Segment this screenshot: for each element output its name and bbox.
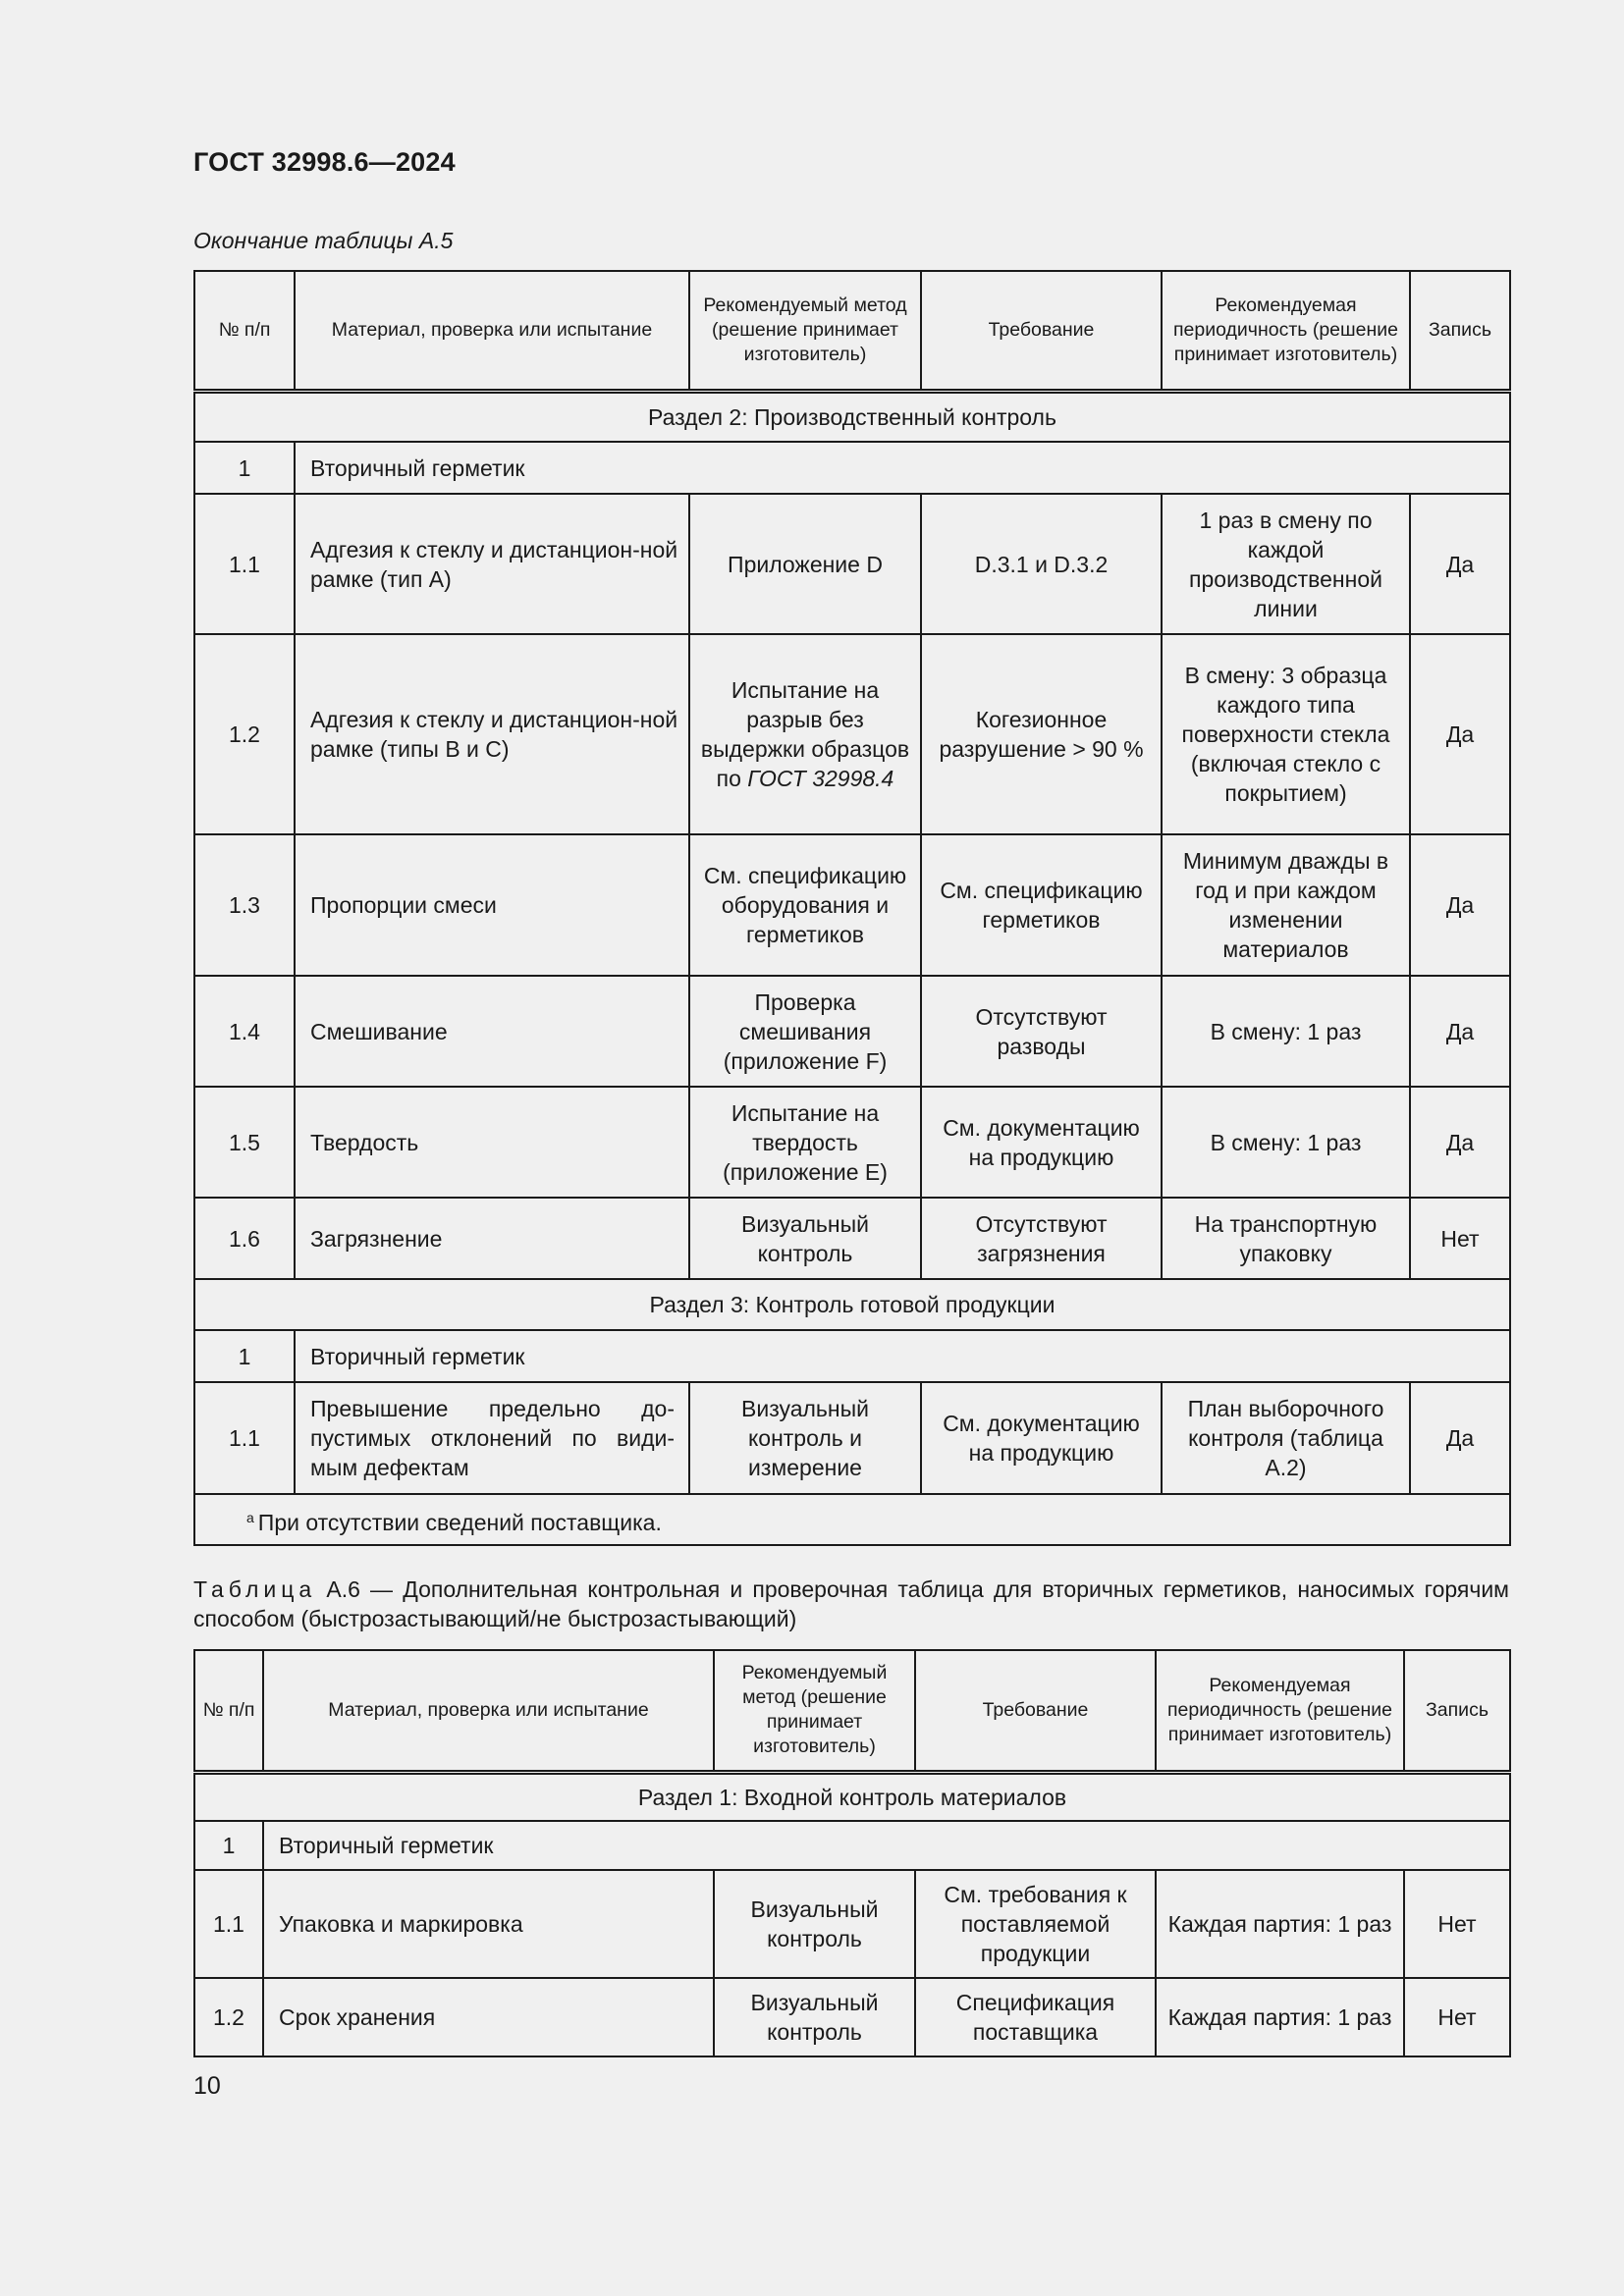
section-row: [194, 1279, 1510, 1330]
standard-reference: ГОСТ 32998.4: [747, 766, 894, 791]
cell-requirement: См. требования к поставляемой продукции: [915, 1870, 1156, 1978]
table-row: [194, 1870, 1510, 1978]
cell-record: Нет: [1404, 1978, 1510, 2056]
cell-num: 1.3: [194, 834, 295, 976]
section-title: Раздел 2: Производственный контроль: [194, 391, 1510, 442]
footnote: [194, 1494, 1510, 1545]
table-header-row: [194, 1650, 1510, 1772]
header-requirement: Требование: [921, 271, 1162, 391]
cell-requirement: Спецификация поставщика: [915, 1978, 1156, 2056]
header-record: Запись: [1404, 1650, 1510, 1772]
cell-num: 1.2: [194, 1978, 263, 2056]
table-row: [194, 1978, 1510, 2056]
cell-method: Визуальный контроль: [714, 1870, 915, 1978]
cell-num: 1.1: [194, 1870, 263, 1978]
cell-num: 1.2: [194, 634, 295, 834]
header-material: Материал, проверка или испытание: [295, 271, 689, 391]
cell-requirement: Отсутствуют разводы: [921, 976, 1162, 1087]
group-row: [194, 1330, 1510, 1382]
cell-requirement: Отсутствуют загрязнения: [921, 1198, 1162, 1279]
cell-num: 1.4: [194, 976, 295, 1087]
table-a5-caption: Окончание таблицы А.5: [193, 228, 454, 253]
cell-periodicity: Каждая партия: 1 раз: [1156, 1978, 1404, 2056]
footnote-row: [194, 1494, 1510, 1545]
cell-requirement: См. документацию на продукцию: [921, 1087, 1162, 1198]
section-row: [194, 1772, 1510, 1821]
cell-material: Твердость: [295, 1087, 689, 1198]
cell-material: Превышение предельно до-пустимых отклонений по види-мым дефектам: [295, 1382, 689, 1494]
cell-method: Испытание на твердость (приложение Е): [689, 1087, 921, 1198]
cell-method: Визуальный контроль: [714, 1978, 915, 2056]
table-a6: [193, 1649, 1511, 2057]
header-record: Запись: [1410, 271, 1510, 391]
cell-method: [689, 634, 921, 834]
cell-num: 1.1: [194, 1382, 295, 1494]
cell-record: Да: [1410, 834, 1510, 976]
cell-material: Адгезия к стеклу и дистанцион-ной рамке (типы В и С): [295, 634, 689, 834]
cell-num: 1: [194, 442, 295, 494]
cell-periodicity: В смену: 1 раз: [1162, 1087, 1410, 1198]
cell-material: Адгезия к стеклу и дистанцион-ной рамке (тип А): [295, 494, 689, 634]
table-label: Таблица: [193, 1576, 317, 1602]
table-row: [194, 634, 1510, 834]
table-row: [194, 1198, 1510, 1279]
cell-material: Смешивание: [295, 976, 689, 1087]
cell-record: Да: [1410, 634, 1510, 834]
group-row: [194, 1821, 1510, 1870]
cell-num: 1.6: [194, 1198, 295, 1279]
page-number: 10: [193, 2072, 221, 2100]
footnote-text: При отсутствии сведений поставщика.: [257, 1509, 662, 1535]
cell-periodicity: В смену: 1 раз: [1162, 976, 1410, 1087]
header-material: Материал, проверка или испытание: [263, 1650, 714, 1772]
cell-periodicity: План выборочного контроля (таблица А.2): [1162, 1382, 1410, 1494]
footnote-mark: а: [246, 1509, 254, 1525]
cell-group-name: Вторичный герметик: [295, 1330, 1510, 1382]
cell-material: Срок хранения: [263, 1978, 714, 2056]
cell-num: 1.1: [194, 494, 295, 634]
cell-material: Загрязнение: [295, 1198, 689, 1279]
cell-periodicity: На транспортную упаковку: [1162, 1198, 1410, 1279]
table-a6-caption: [193, 1575, 1509, 1633]
cell-record: Нет: [1410, 1198, 1510, 1279]
table-row: [194, 834, 1510, 976]
header-num: № п/п: [194, 1650, 263, 1772]
header-method: Рекомендуемый метод (решение принимает изготовитель): [689, 271, 921, 391]
cell-requirement: Когезионное разрушение > 90 %: [921, 634, 1162, 834]
cell-requirement: См. документацию на продукцию: [921, 1382, 1162, 1494]
cell-num: 1: [194, 1821, 263, 1870]
table-header-row: [194, 271, 1510, 391]
cell-group-name: Вторичный герметик: [295, 442, 1510, 494]
cell-record: Да: [1410, 1382, 1510, 1494]
cell-material: Пропорции смеси: [295, 834, 689, 976]
cell-material: Упаковка и маркировка: [263, 1870, 714, 1978]
cell-requirement: См. спецификацию герметиков: [921, 834, 1162, 976]
table-row: [194, 1382, 1510, 1494]
table-row: [194, 494, 1510, 634]
cell-periodicity: 1 раз в смену по каждой производственной линии: [1162, 494, 1410, 634]
cell-record: Да: [1410, 1087, 1510, 1198]
cell-periodicity: Минимум дважды в год и при каждом изменении материалов: [1162, 834, 1410, 976]
table-row: [194, 976, 1510, 1087]
cell-periodicity: В смену: 3 образца каждого типа поверхности стекла (включая стекло с покрытием): [1162, 634, 1410, 834]
header-periodicity: Рекомендуемая периодичность (решение принимает изготовитель): [1156, 1650, 1404, 1772]
cell-record: Да: [1410, 976, 1510, 1087]
document-title: ГОСТ 32998.6—2024: [193, 147, 456, 177]
section-title: Раздел 1: Входной контроль материалов: [194, 1772, 1510, 1821]
section-row: [194, 391, 1510, 442]
group-row: [194, 442, 1510, 494]
cell-group-name: Вторичный герметик: [263, 1821, 1510, 1870]
cell-requirement: D.3.1 и D.3.2: [921, 494, 1162, 634]
method-text: Испытание на разрыв без выдержки образцов по: [700, 677, 910, 791]
header-num: № п/п: [194, 271, 295, 391]
cell-method: Визуальный контроль: [689, 1198, 921, 1279]
cell-num: 1.5: [194, 1087, 295, 1198]
cell-periodicity: Каждая партия: 1 раз: [1156, 1870, 1404, 1978]
table-a5: [193, 270, 1511, 1546]
table-a6-caption-text: А.6 — Дополнительная контрольная и проверочная таблица для вторичных герметиков, наносимых горячим способом (быстрозастывающий/не быстрозастывающий): [193, 1576, 1509, 1631]
header-method: Рекомендуемый метод (решение принимает изготовитель): [714, 1650, 915, 1772]
header-requirement: Требование: [915, 1650, 1156, 1772]
cell-record: Нет: [1404, 1870, 1510, 1978]
cell-method: Визуальный контроль и измерение: [689, 1382, 921, 1494]
cell-record: Да: [1410, 494, 1510, 634]
cell-method: См. спецификацию оборудования и герметиков: [689, 834, 921, 976]
section-title: Раздел 3: Контроль готовой продукции: [194, 1279, 1510, 1330]
cell-method: Проверка смешивания (приложение F): [689, 976, 921, 1087]
cell-method: Приложение D: [689, 494, 921, 634]
cell-num: 1: [194, 1330, 295, 1382]
header-periodicity: Рекомендуемая периодичность (решение принимает изготовитель): [1162, 271, 1410, 391]
table-row: [194, 1087, 1510, 1198]
